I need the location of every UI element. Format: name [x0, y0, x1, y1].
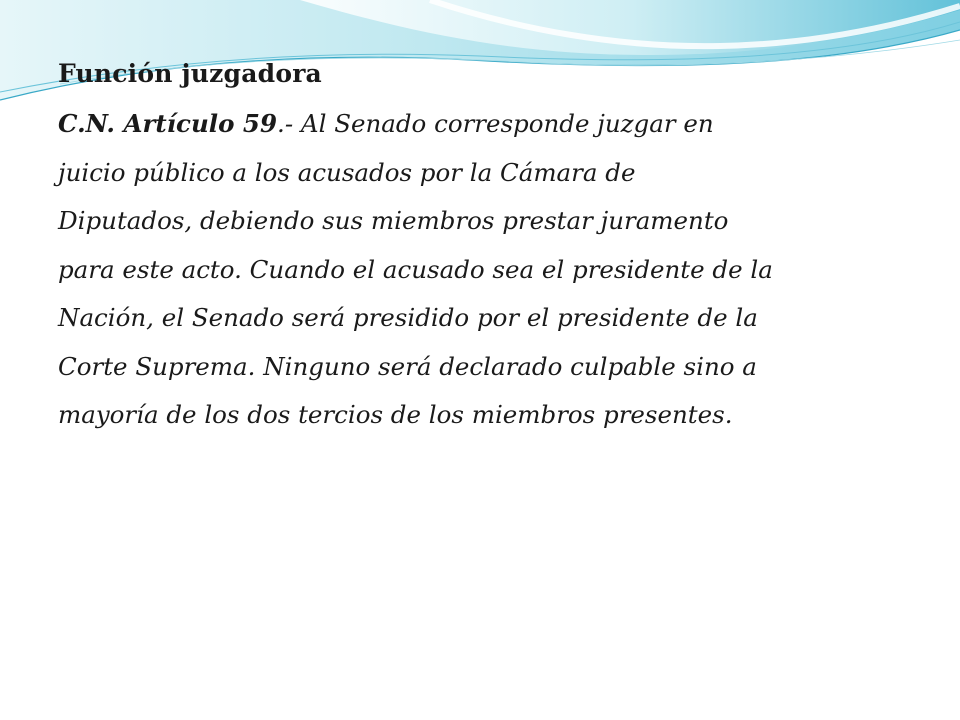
- article-line-3: Diputados, debiendo sus miembros prestar juramento: [58, 206, 729, 235]
- article-line-4: para este acto. Cuando el acusado sea el presidente de la: [58, 254, 773, 284]
- slide-content: [58, 48, 908, 440]
- article-line-2: juicio público a los acusados por la Cámara de: [58, 157, 636, 187]
- slide-title: Función juzgadora: [58, 59, 322, 88]
- article-line-6: Corte Suprema. Ninguno será declarado culpable sino a: [58, 351, 757, 381]
- article-text: [58, 100, 908, 440]
- article-reference: C.N. Artículo 59: [58, 109, 278, 138]
- article-line-7: mayoría de los dos tercios de los miembros presentes.: [58, 400, 733, 429]
- article-line-5: Nación, el Senado será presidido por el presidente de la: [58, 303, 758, 332]
- article-line-1: C.N. Artículo 59.- Al Senado corresponde juzgar en: [58, 109, 714, 138]
